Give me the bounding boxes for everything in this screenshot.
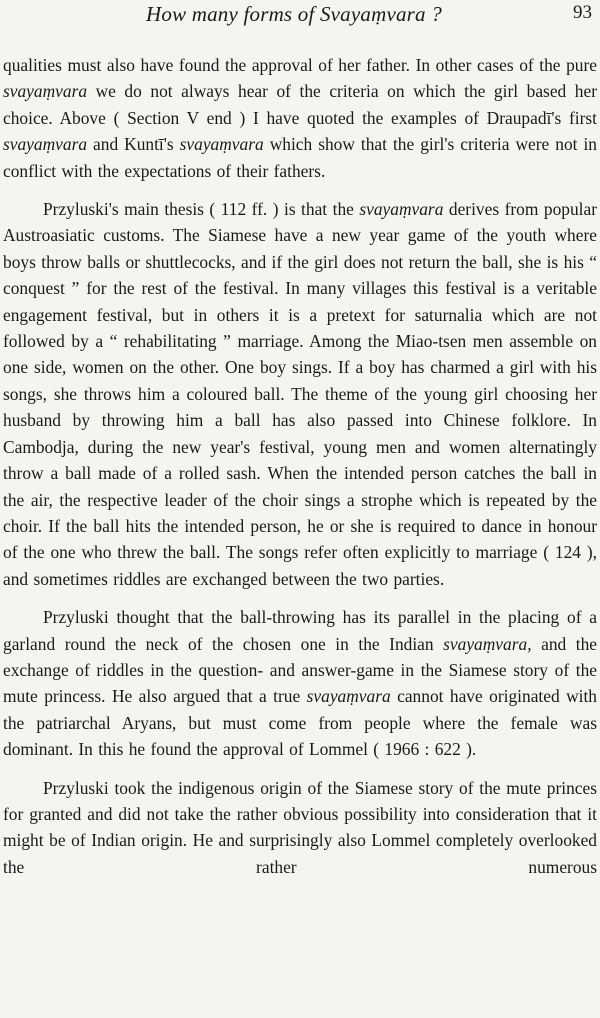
paragraph-4	[3, 775, 597, 881]
running-head	[0, 2, 600, 26]
running-title: How many forms of Svayaṃvara ?	[146, 2, 442, 26]
text-segment: and the exchange of riddles in the question- and answer-game in the Siamese story of the mute princess. He also argued that a true	[3, 633, 597, 707]
text-segment: svayaṃvara	[306, 686, 391, 707]
text-segment: Przyluski's main thesis ( 112 ff. ) is that the	[43, 199, 360, 220]
paragraph-2	[3, 196, 597, 592]
text-segment: derives from popular Austroasiatic customs. The Siamese have a new year game of the youth where boys throw balls or shuttlecocks, and if the girl does not return the ball, she is his “ conquest ” for the rest of the festival. In many villages this festival is a veritable engagement festival, but in others it is a pretext for saturnalia which are not followed by a “ rehabilitating ” marriage. Among the Miao-tsen men assemble on one side, women on the other. One boy sings. If a boy has charmed a girl with his songs, she throws him a coloured ball. The theme of the young girl choosing her husband by throwing him a ball has also passed into Chinese folklore. In Cambodja, during the new year's festival, young men and women alternatingly throw a ball made of a rolled sash. When the intended person catches the ball in the air, the respective leader of the choir sings a strophe which is repeated by the choir. If the ball hits the intended person, he or she is required to dance in honour of the one who threw the ball. The songs refer often explicitly to marriage ( 124 ), and sometimes riddles are exchanged between the two parties.	[3, 199, 597, 589]
text-segment: svayaṃvara	[3, 81, 88, 102]
text-segment: qualities must also have found the approval of her father. In other cases of the pure	[3, 55, 597, 75]
text-segment: Przyluski thought that the ball-throwing has its parallel in the placing of a garland round the neck of the chosen one in the Indian	[3, 607, 597, 654]
paragraph-1	[3, 52, 597, 184]
text-segment: and Kuntī's	[87, 134, 180, 155]
page-number: 93	[573, 2, 592, 23]
text-segment: svayaṃvara	[359, 199, 444, 220]
text-segment: svayaṃvara	[179, 134, 264, 155]
text-segment: svayaṃvara	[3, 134, 88, 155]
text-segment: svayaṃvara,	[443, 633, 532, 654]
text-segment: we do not always hear of the criteria on which the girl based her choice. Above ( Section V end ) I have quoted the examples of Draupadī's first	[3, 81, 597, 128]
text-segment: which show that the girl's criteria were not in conflict with the expectations of their fathers.	[3, 134, 597, 181]
text-segment: cannot have originated with the patriarchal Aryans, but must come from people where the female was dominant. In this he found the approval of Lommel ( 1966 : 622 ).	[3, 686, 597, 760]
paragraph-3	[3, 604, 597, 762]
text-segment: Przyluski took the indigenous origin of the Siamese story of the mute princes for granted and did not take the rather obvious possibility into consideration that it might be of Indian origin. He and surprisingly also Lommel completely overlooked the rather numerous	[3, 777, 597, 877]
body-text	[3, 52, 597, 880]
